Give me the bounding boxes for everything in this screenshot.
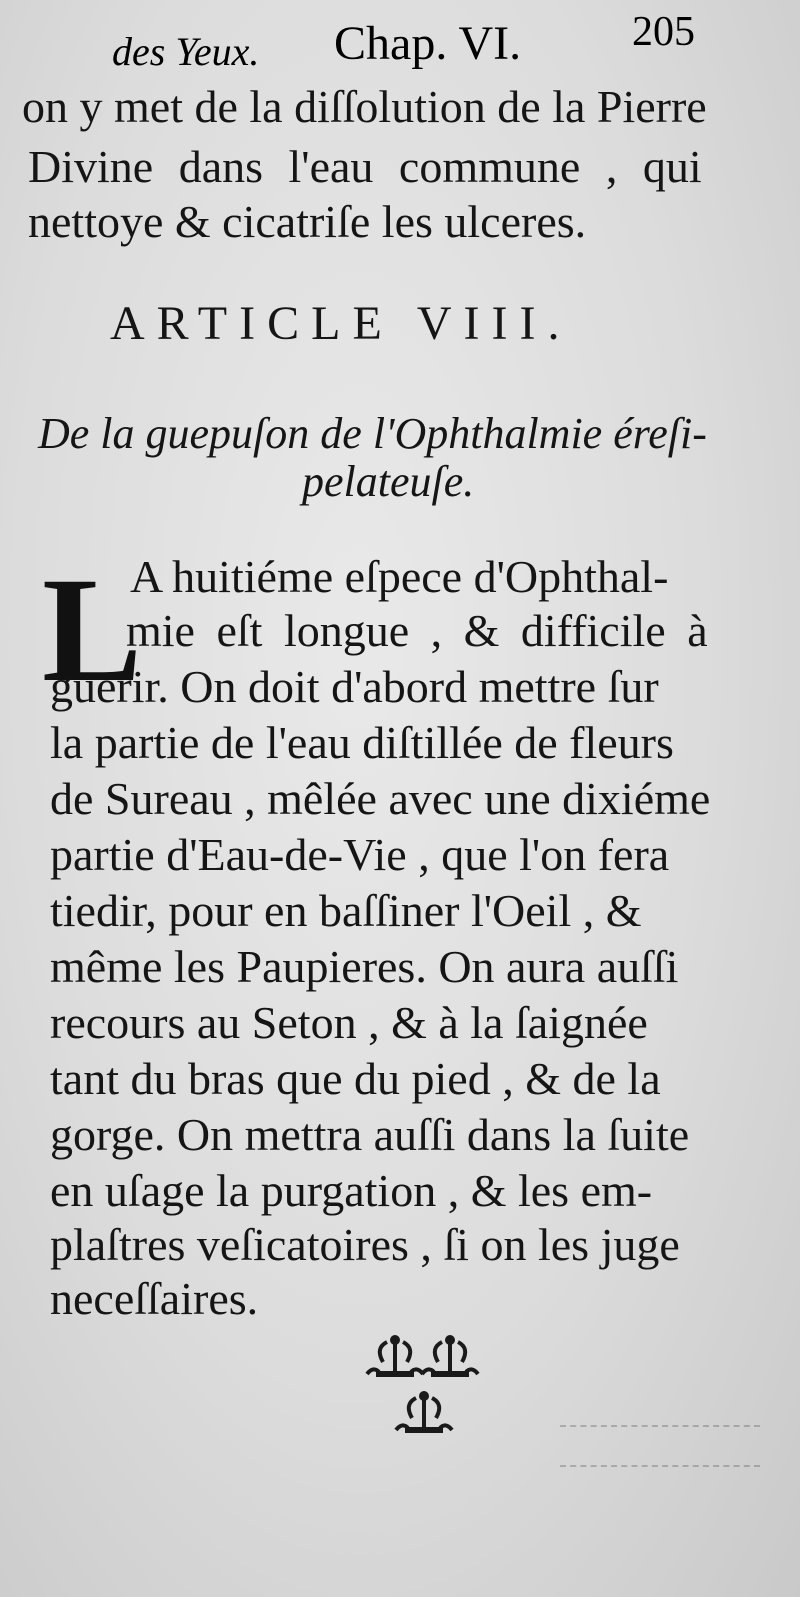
article-heading: ARTICLE VIII. xyxy=(110,297,572,350)
text-line: gorge. On mettra auſſi dans la ſuite xyxy=(50,1109,690,1160)
text-line: on y met de la diſſolution de la Pierre xyxy=(22,81,707,132)
subtitle-line: De la guериſon de l'Ophthalmie éreſi- xyxy=(38,409,707,458)
text-line: A huitiéme eſpece d'Ophthal- xyxy=(130,551,669,602)
text-line: Divine dans l'eau commune , qui xyxy=(28,141,702,192)
text-line: neceſſaires. xyxy=(50,1273,259,1324)
text-line: tant du bras que du pied , & de la xyxy=(50,1053,661,1104)
text-line: de Sureau , mêlée avec une dixiéme xyxy=(50,773,711,824)
running-head: des Yeux. xyxy=(112,29,260,74)
page-number: 205 xyxy=(632,9,695,55)
text-line: la partie de l'eau diſtillée de fleurs xyxy=(50,717,674,768)
text-line: nettoye & cicatriſe les ulceres. xyxy=(28,196,587,247)
text-line: même les Paupieres. On aura auſſi xyxy=(50,941,679,992)
drop-cap: L xyxy=(42,547,143,713)
text-line: partie d'Eau-de-Vie , que l'on fera xyxy=(50,829,670,880)
text-line: recours au Seton , & à la ſaignée xyxy=(50,997,648,1048)
text-line: en uſage la purgation , & les em- xyxy=(50,1165,653,1216)
text-line: plaſtres veſicatoires , ſi on les juge xyxy=(50,1219,680,1270)
text-line: guerir. On doit d'abord mettre ſur xyxy=(50,661,659,712)
text-line: mie eſt longue , & difficile à xyxy=(126,605,708,656)
chapter-label: Chap. VI. xyxy=(334,17,522,70)
subtitle-line: pelateuſe. xyxy=(302,457,475,506)
text-line: tiedir, pour en baſſiner l'Oeil , & xyxy=(50,885,642,936)
